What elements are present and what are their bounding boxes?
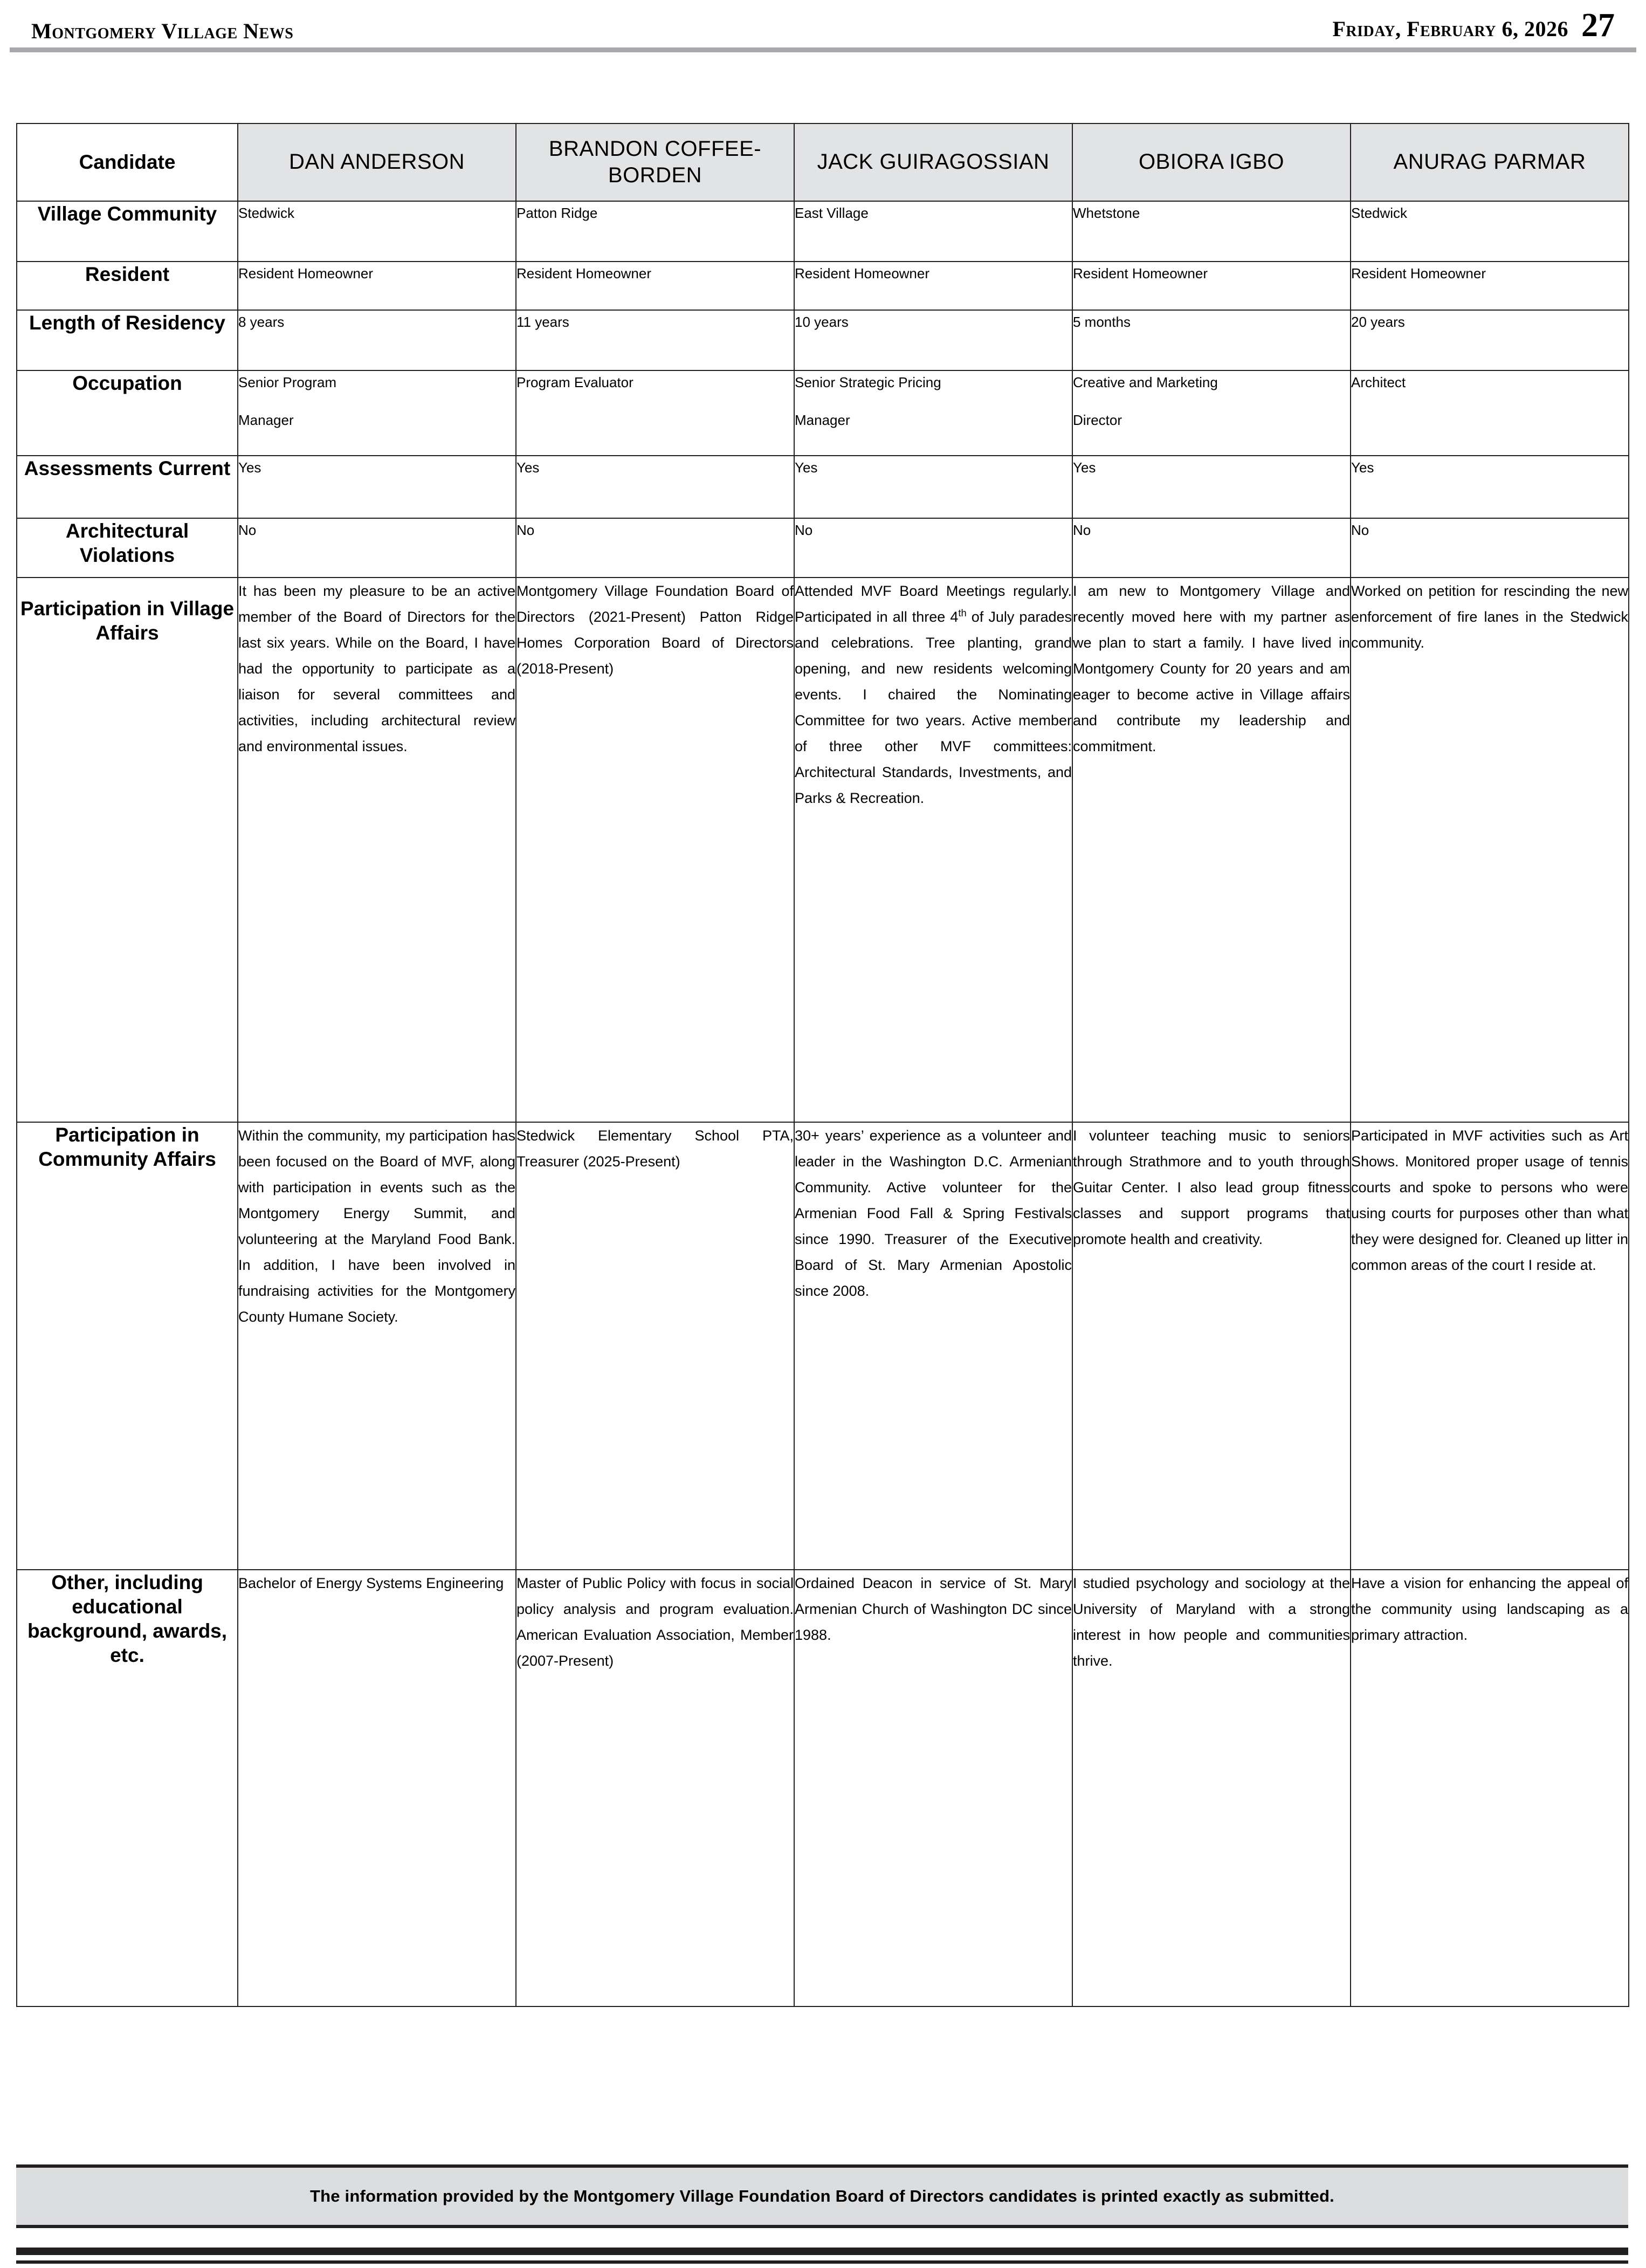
row-label-occupation: Occupation bbox=[17, 370, 238, 456]
other-text: Ordained Deacon in service of St. Mary Armenian Church of Washington DC since 1988. bbox=[795, 1575, 1072, 1643]
community-affairs-text: Stedwick Elementary School PTA, Treasurer (2025-Present) bbox=[516, 1127, 794, 1170]
cell-assessments-1: Yes bbox=[238, 456, 516, 518]
cell-arch-violations-5: No bbox=[1351, 518, 1629, 578]
table-row-architectural-violations bbox=[17, 518, 1629, 578]
other-text: Have a vision for enhancing the appeal of the community using landscaping as a primary attraction. bbox=[1351, 1575, 1628, 1643]
header-candidate-5: ANURAG PARMAR bbox=[1351, 123, 1629, 201]
header-candidate-2: BRANDON COFFEE-BORDEN bbox=[516, 123, 794, 201]
cell-occupation-5 bbox=[1351, 370, 1629, 456]
cell-other-3 bbox=[794, 1570, 1072, 2006]
occupation-line-2: Manager bbox=[795, 411, 850, 428]
cell-community-affairs-4 bbox=[1072, 1122, 1351, 1570]
other-text: I studied psychology and sociology at the University of Maryland with a strong interest in how people and communities thrive. bbox=[1073, 1575, 1350, 1669]
table-row-occupation bbox=[17, 370, 1629, 456]
cell-assessments-4: Yes bbox=[1072, 456, 1351, 518]
bottom-rule-thick bbox=[16, 2248, 1628, 2255]
cell-village-community-5: Stedwick bbox=[1351, 201, 1629, 262]
table-row-assessments-current bbox=[17, 456, 1629, 518]
page-masthead bbox=[0, 0, 1646, 54]
other-text: Master of Public Policy with focus in social policy analysis and program evaluation. American Evaluation Association, Member (2007-Present) bbox=[516, 1575, 794, 1669]
village-affairs-text: I am new to Montgomery Village and recently moved here with my partner as we plan to start a family. I have lived in Montgomery County for 20 years and am eager to become active in Village affairs and contribute my leadership and commitment. bbox=[1073, 582, 1350, 754]
row-label-assessments-current: Assessments Current bbox=[17, 456, 238, 518]
cell-occupation-1 bbox=[238, 370, 516, 456]
village-affairs-text: It has been my pleasure to be an active member of the Board of Directors for the last six years. While on the Board, I have had the opportunity to participate as a liaison for several committees and activities, including architectural review and environmental issues. bbox=[238, 582, 515, 754]
table-row-resident bbox=[17, 262, 1629, 310]
community-affairs-text: Within the community, my participation has been focused on the Board of MVF, along with participation in events such as the Montgomery Energy Summit, and volunteering at the Maryland Food Bank. In addition, I have been involved in fundraising activities for the Montgomery County Humane Society. bbox=[238, 1127, 515, 1325]
page-number: 27 bbox=[1581, 7, 1615, 44]
cell-village-affairs-3 bbox=[794, 578, 1072, 1122]
cell-length-4: 5 months bbox=[1072, 310, 1351, 370]
cell-length-1: 8 years bbox=[238, 310, 516, 370]
table-row-participation-village-affairs bbox=[17, 578, 1629, 1122]
table-row-village-community bbox=[17, 201, 1629, 262]
row-label-other-background: Other, including educational background, awards, etc. bbox=[17, 1570, 238, 2006]
cell-arch-violations-2: No bbox=[516, 518, 794, 578]
cell-other-5 bbox=[1351, 1570, 1629, 2006]
issue-date: Friday, February 6, 2026 bbox=[1332, 17, 1568, 41]
disclaimer-banner bbox=[16, 2164, 1628, 2228]
masthead-divider bbox=[10, 47, 1636, 52]
cell-community-affairs-5 bbox=[1351, 1122, 1629, 1570]
row-label-participation-village-affairs: Participation in Village Affairs bbox=[17, 578, 238, 1122]
cell-other-1 bbox=[238, 1570, 516, 2006]
table-row-length-of-residency bbox=[17, 310, 1629, 370]
occupation-line-1: Program Evaluator bbox=[516, 374, 633, 390]
village-affairs-text-part1: Attended MVF Board Meetings regularly. Participated in all three 4 bbox=[795, 582, 1072, 625]
cell-village-community-3: East Village bbox=[794, 201, 1072, 262]
row-label-length-of-residency: Length of Residency bbox=[17, 310, 238, 370]
candidate-comparison-table-wrapper bbox=[16, 123, 1628, 2007]
cell-assessments-2: Yes bbox=[516, 456, 794, 518]
cell-arch-violations-1: No bbox=[238, 518, 516, 578]
community-affairs-text: Participated in MVF activities such as Art Shows. Monitored proper usage of tennis courts and spoke to persons who were using courts for purposes other than what they were designed for. Cleaned up litter in common areas of the court I reside at. bbox=[1351, 1127, 1628, 1273]
cell-village-affairs-4 bbox=[1072, 578, 1351, 1122]
other-text: Bachelor of Energy Systems Engineering bbox=[238, 1575, 504, 1591]
cell-resident-2: Resident Homeowner bbox=[516, 262, 794, 310]
row-label-village-community: Village Community bbox=[17, 201, 238, 262]
publication-title: Montgomery Village News bbox=[31, 19, 294, 43]
table-row-participation-community-affairs bbox=[17, 1122, 1629, 1570]
cell-arch-violations-3: No bbox=[794, 518, 1072, 578]
cell-community-affairs-1 bbox=[238, 1122, 516, 1570]
community-affairs-text: I volunteer teaching music to seniors through Strathmore and to youth through Guitar Center. I also lead group fitness classes and support programs that promote health and creativity. bbox=[1073, 1127, 1350, 1247]
table-row-other-background bbox=[17, 1570, 1629, 2006]
village-affairs-text bbox=[795, 578, 1072, 811]
disclaimer-text: The information provided by the Montgomery Village Foundation Board of Directors candidates is printed exactly as submitted. bbox=[309, 2187, 1334, 2205]
cell-length-3: 10 years bbox=[794, 310, 1072, 370]
occupation-line-2: Manager bbox=[238, 411, 294, 428]
occupation-line-1: Senior Program bbox=[238, 374, 337, 390]
row-label-architectural-violations: Architectural Violations bbox=[17, 518, 238, 578]
occupation-line-1: Creative and Marketing bbox=[1073, 374, 1218, 390]
header-candidate-label: Candidate bbox=[17, 123, 238, 201]
bottom-rule-thin bbox=[16, 2260, 1628, 2264]
cell-arch-violations-4: No bbox=[1072, 518, 1351, 578]
cell-village-community-2: Patton Ridge bbox=[516, 201, 794, 262]
cell-village-community-1: Stedwick bbox=[238, 201, 516, 262]
community-affairs-text: 30+ years’ experience as a volunteer and leader in the Washington D.C. Armenian Community. Active volunteer for the Armenian Food Fall & Spring Festivals since 1990. Treasurer of the Executive Board of St. Mary Armenian Apostolic since 2008. bbox=[795, 1127, 1072, 1299]
cell-resident-5: Resident Homeowner bbox=[1351, 262, 1629, 310]
village-affairs-text: Worked on petition for rescinding the new enforcement of fire lanes in the Stedwick community. bbox=[1351, 582, 1628, 651]
candidate-comparison-table bbox=[16, 123, 1629, 2007]
village-affairs-text: Montgomery Village Foundation Board of Directors (2021-Present) Patton Ridge Homes Corporation Board of Directors (2018-Present) bbox=[516, 582, 794, 677]
occupation-line-1: Senior Strategic Pricing bbox=[795, 374, 941, 390]
cell-village-affairs-2 bbox=[516, 578, 794, 1122]
cell-length-2: 11 years bbox=[516, 310, 794, 370]
cell-other-2 bbox=[516, 1570, 794, 2006]
header-candidate-1: DAN ANDERSON bbox=[238, 123, 516, 201]
cell-resident-3: Resident Homeowner bbox=[794, 262, 1072, 310]
cell-community-affairs-3 bbox=[794, 1122, 1072, 1570]
cell-village-community-4: Whetstone bbox=[1072, 201, 1351, 262]
cell-village-affairs-5 bbox=[1351, 578, 1629, 1122]
header-candidate-4: OBIORA IGBO bbox=[1072, 123, 1351, 201]
header-candidate-3: JACK GUIRAGOSSIAN bbox=[794, 123, 1072, 201]
ordinal-suffix: th bbox=[958, 607, 967, 618]
cell-village-affairs-1 bbox=[238, 578, 516, 1122]
cell-other-4 bbox=[1072, 1570, 1351, 2006]
occupation-line-2: Director bbox=[1073, 411, 1122, 428]
cell-assessments-3: Yes bbox=[794, 456, 1072, 518]
cell-assessments-5: Yes bbox=[1351, 456, 1629, 518]
cell-occupation-4 bbox=[1072, 370, 1351, 456]
row-label-participation-community-affairs: Participation in Community Affairs bbox=[17, 1122, 238, 1570]
cell-length-5: 20 years bbox=[1351, 310, 1629, 370]
table-header-row bbox=[17, 123, 1629, 201]
cell-occupation-2 bbox=[516, 370, 794, 456]
village-affairs-text-part2: of July parades and celebrations. Tree planting, grand opening, and new residents welcoming events. I chaired the Nominating Committee for two years. Active member of three other MVF committees: Architectural Standards, Investments, and Parks & Recreation. bbox=[795, 608, 1072, 806]
occupation-line-1: Architect bbox=[1351, 374, 1406, 390]
cell-community-affairs-2 bbox=[516, 1122, 794, 1570]
cell-resident-1: Resident Homeowner bbox=[238, 262, 516, 310]
row-label-resident: Resident bbox=[17, 262, 238, 310]
cell-occupation-3 bbox=[794, 370, 1072, 456]
cell-resident-4: Resident Homeowner bbox=[1072, 262, 1351, 310]
